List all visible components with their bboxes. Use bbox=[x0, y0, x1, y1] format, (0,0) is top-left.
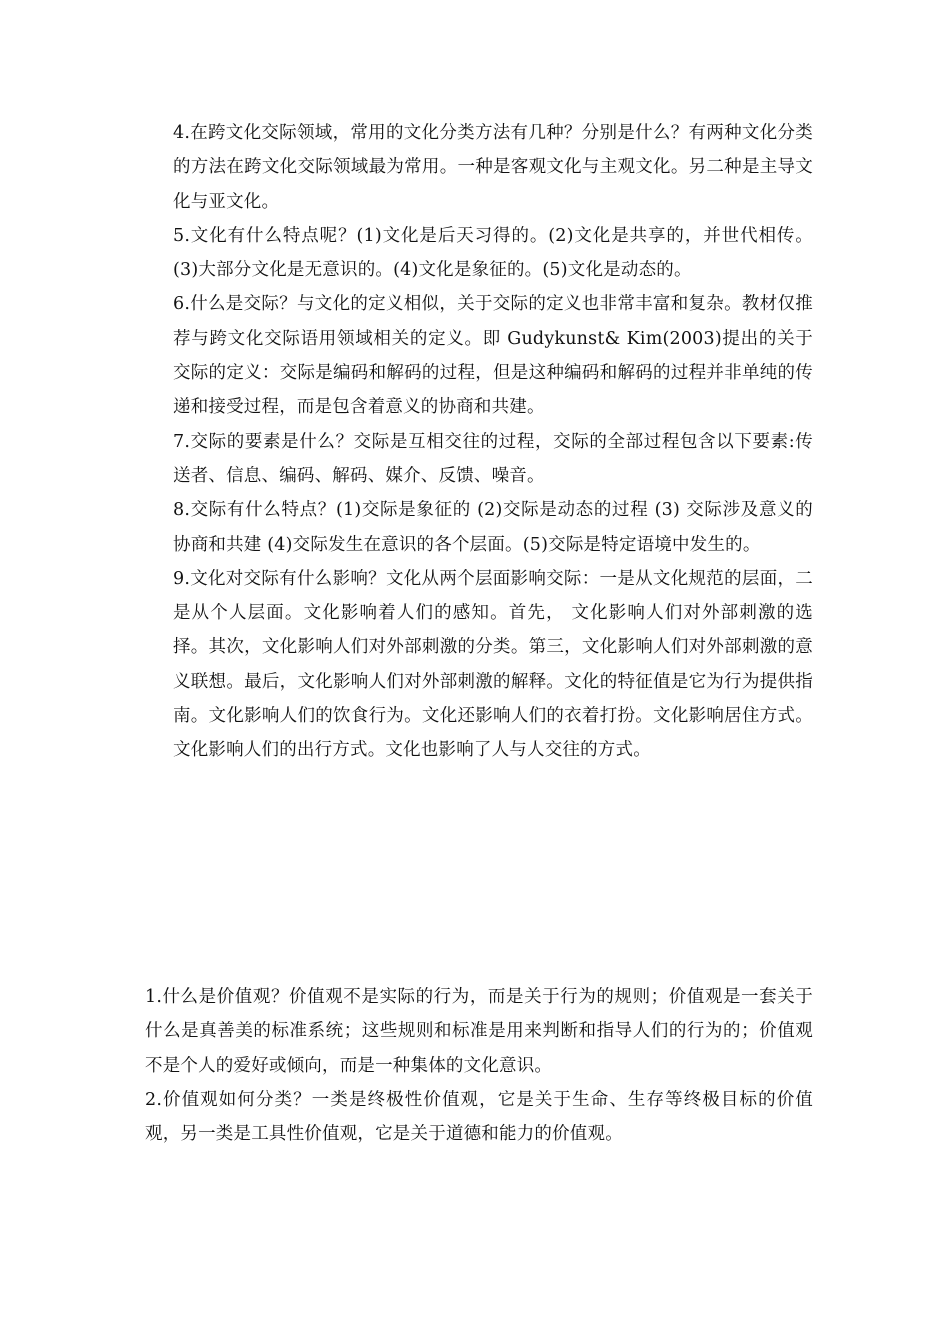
paragraph-q4: 4.在跨文化交际领域，常用的文化分类方法有几种？分别是什么？有两种文化分类的方法在跨文化交际领域最为常用。一种是客观文化与主观文化。另二种是主导文化与亚文化。 bbox=[173, 123, 813, 212]
paragraph-q6: 6.什么是交际？与文化的定义相似，关于交际的定义也非常丰富和复杂。教材仅推荐与跨文化交际语用领域相关的定义。即 Gudykunst& Kim(2003)提出的关于交际的定义：交际是编码和解码的过程，但是这种编码和解码的过程并非单纯的传递和接受过程，而是包含着意义的协商和共建。 bbox=[173, 294, 813, 418]
paragraph-values-q2: 2.价值观如何分类？一类是终极性价值观，它是关于生命、生存等终极目标的价值观，另一类是工具性价值观，它是关于道德和能力的价值观。 bbox=[145, 1089, 813, 1145]
paragraph-values-q1: 1.什么是价值观？价值观不是实际的行为，而是关于行为的规则；价值观是一套关于什么是真善美的标准系统；这些规则和标准是用来判断和指导人们的行为的；价值观不是个人的爱好或倾向，而是一种集体的文化意识。 bbox=[145, 987, 813, 1076]
paragraph-q7: 7.交际的要素是什么？交际是互相交往的过程，交际的全部过程包含以下要素:传送者、信息、编码、解码、媒介、反馈、噪音。 bbox=[173, 431, 813, 486]
section-two bbox=[145, 980, 813, 1151]
paragraph-q5: 5.文化有什么特点呢？(1)文化是后天习得的。(2)文化是共享的，并世代相传。(3)大部分文化是无意识的。(4)文化是象征的。(5)文化是动态的。 bbox=[173, 225, 813, 281]
section-one bbox=[173, 116, 813, 768]
paragraph-q8: 8.交际有什么特点？(1)交际是象征的 (2)交际是动态的过程 (3) 交际涉及意义的协商和共建 (4)交际发生在意识的各个层面。(5)交际是特定语境中发生的。 bbox=[173, 500, 813, 555]
paragraph-q9: 9.文化对交际有什么影响？文化从两个层面影响交际：一是从文化规范的层面，二是从个人层面。文化影响着人们的感知。首先， 文化影响人们对外部刺激的选择。其次，文化影响人们对外部刺激的分类。第三，文化影响人们对外部刺激的意义联想。最后，文化影响人们对外部刺激的解释。文化的特征值是它为行为提供指南。文化影响人们的饮食行为。文化还影响人们的衣着打扮。文化影响居住方式。文化影响人们的出行方式。文化也影响了人与人交往的方式。 bbox=[173, 568, 813, 761]
